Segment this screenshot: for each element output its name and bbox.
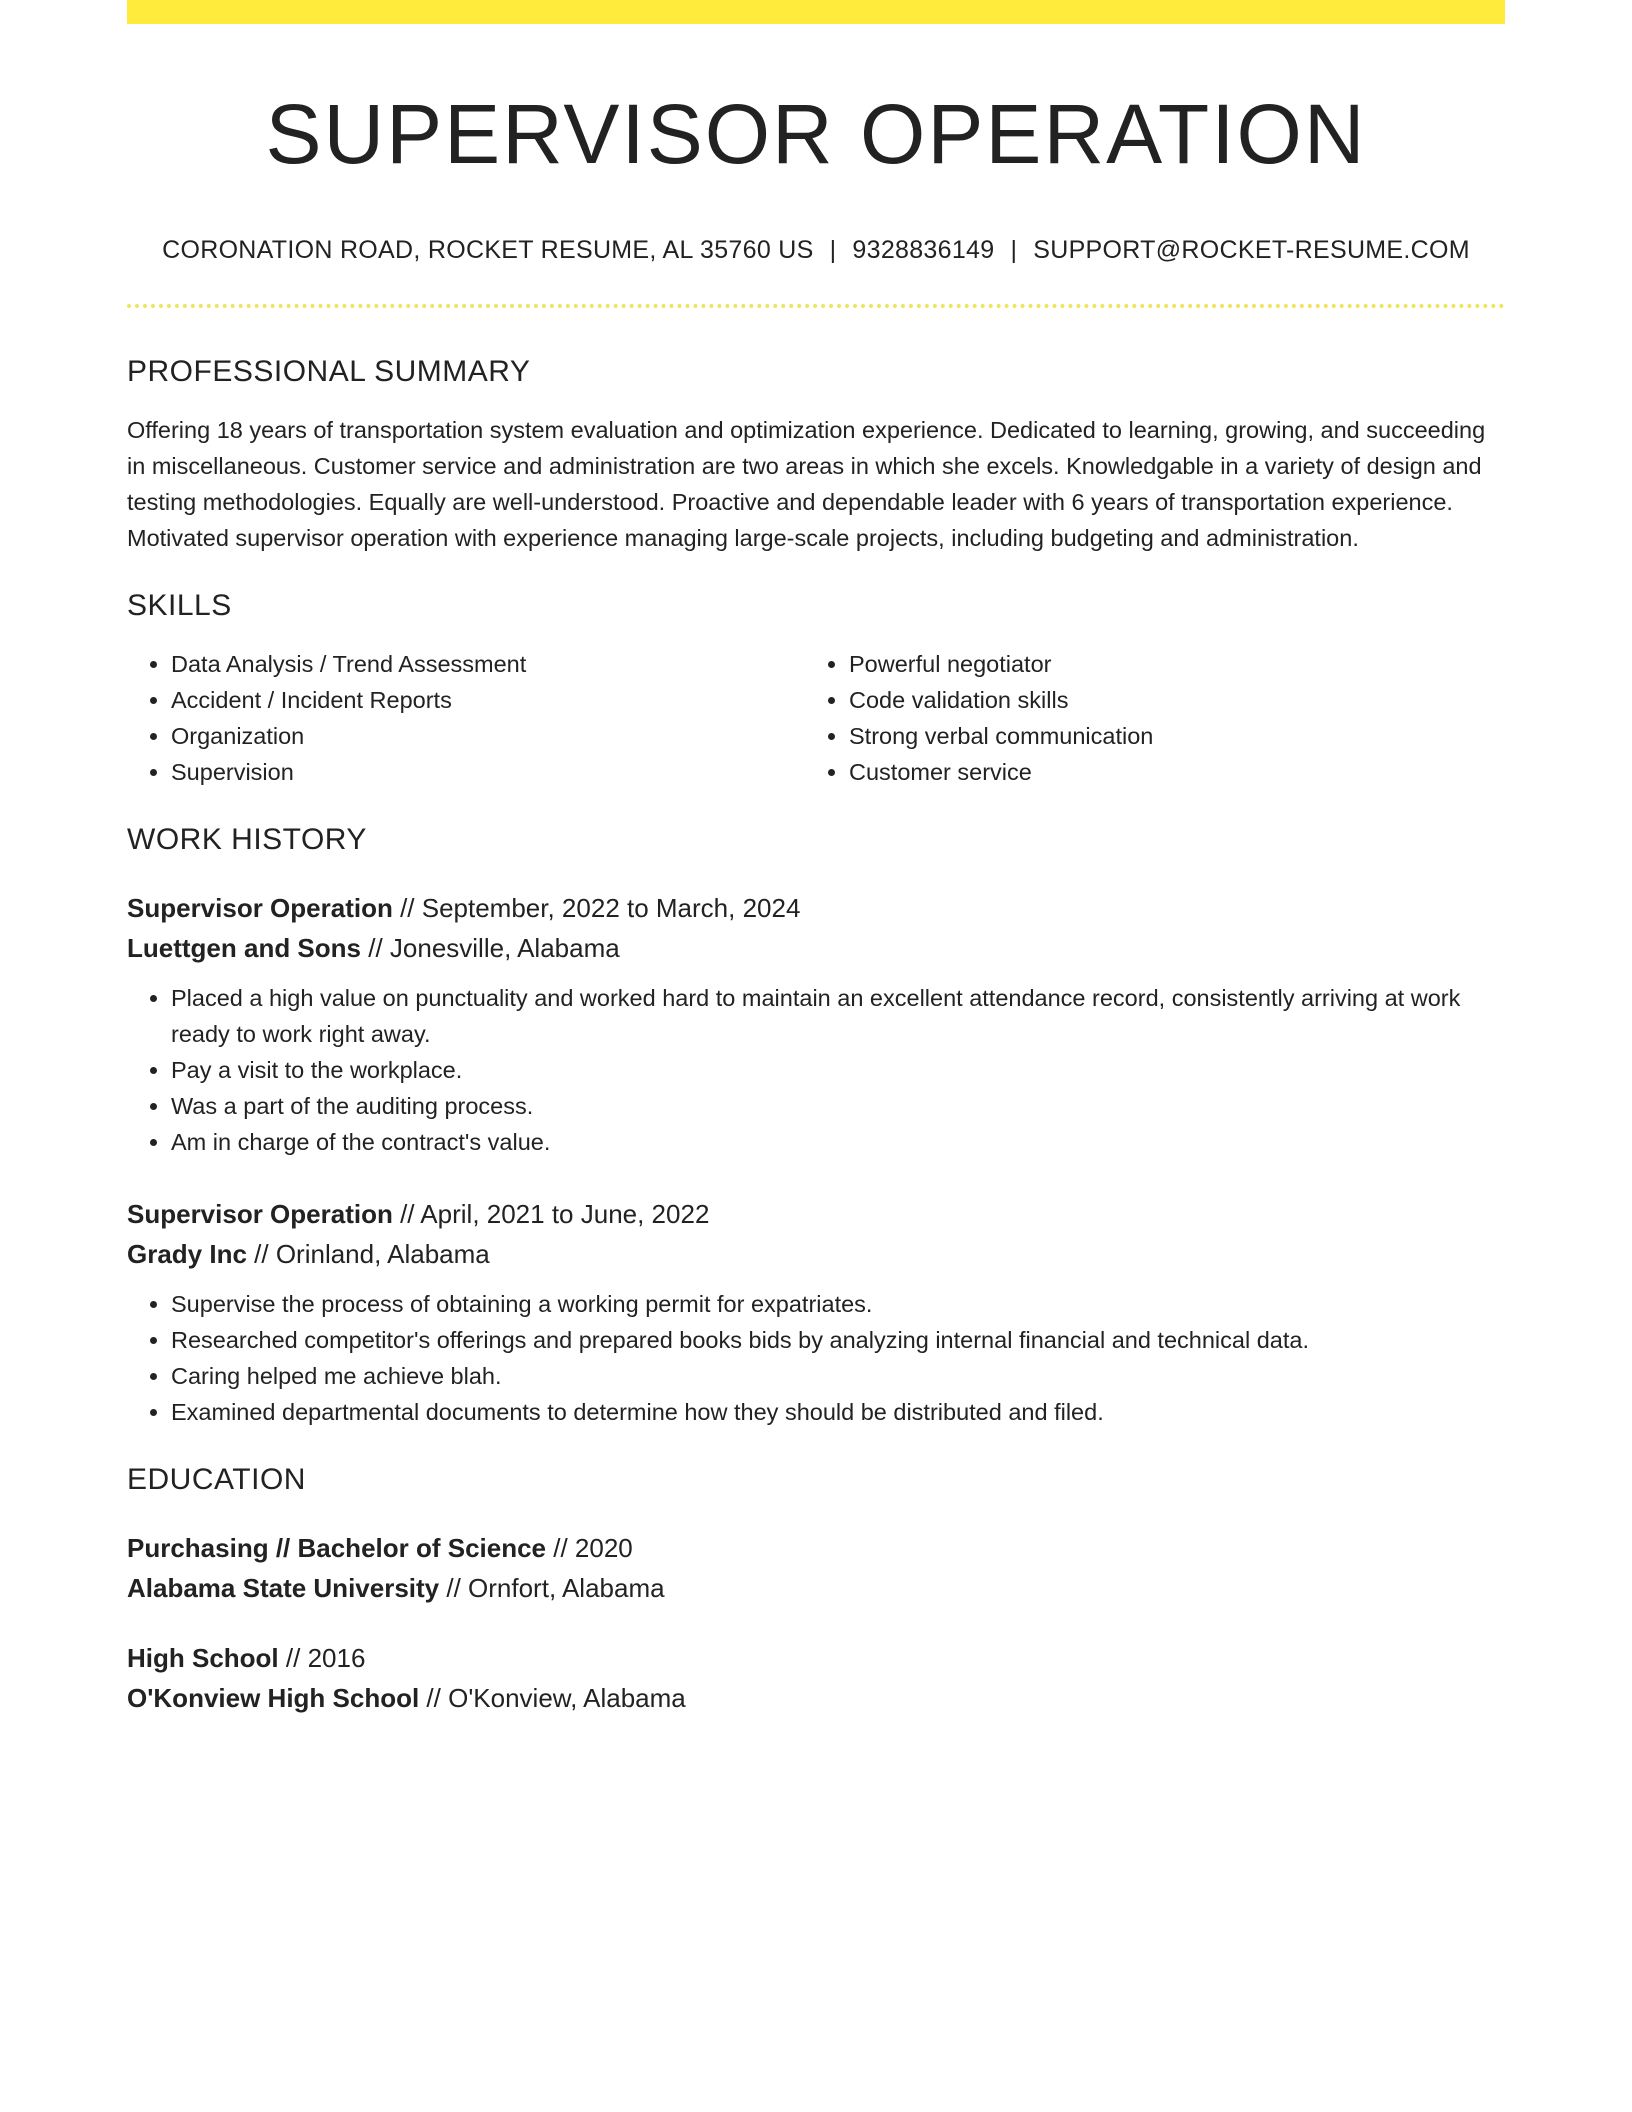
job-duty: • Placed a high value on punctuality and worked hard to maintain an excellent attendance record, consistently arriving at work ready to work right away. [171, 980, 1505, 1052]
job-company: Grady Inc [127, 1239, 247, 1269]
job-duty: • Was a part of the auditing process. [171, 1088, 1505, 1124]
education-year: // 2016 [278, 1643, 366, 1673]
job-duty: • Am in charge of the contract's value. [171, 1124, 1505, 1160]
dotted-divider [127, 304, 1505, 308]
skill-item: • Customer service [849, 754, 1483, 790]
job-duty: • Examined departmental documents to determine how they should be distributed and filed. [171, 1394, 1505, 1430]
job-role: Supervisor Operation [127, 893, 393, 923]
skill-item: • Organization [171, 718, 805, 754]
job-title-line [127, 888, 1505, 928]
education-year: // 2020 [546, 1533, 633, 1563]
contact-separator: | [829, 236, 837, 264]
job-entry [127, 1194, 1505, 1430]
skills-column-right [805, 646, 1483, 790]
education-entry [127, 1638, 1505, 1718]
job-company: Luettgen and Sons [127, 933, 361, 963]
job-duty: • Supervise the process of obtaining a working permit for expatriates. [171, 1286, 1505, 1322]
education-school: Alabama State University [127, 1573, 440, 1603]
job-entry [127, 888, 1505, 1160]
skills-list [127, 646, 1505, 790]
job-company-line [127, 1234, 1505, 1274]
work-history-heading: WORK HISTORY [127, 823, 367, 856]
education-school-line [127, 1568, 1505, 1608]
job-dates: // September, 2022 to March, 2024 [392, 893, 801, 923]
education-entry [127, 1528, 1505, 1608]
education-heading: EDUCATION [127, 1463, 306, 1496]
skill-item: • Strong verbal communication [849, 718, 1483, 754]
candidate-name: SUPERVISOR OPERATION [265, 87, 1367, 181]
job-dates: // April, 2021 to June, 2022 [392, 1199, 710, 1229]
education-location: // O'Konview, Alabama [419, 1683, 686, 1713]
job-location: // Orinland, Alabama [246, 1239, 490, 1269]
accent-bar [127, 0, 1505, 24]
summary-heading: PROFESSIONAL SUMMARY [127, 355, 531, 388]
job-location: // Jonesville, Alabama [361, 933, 620, 963]
skill-item: • Data Analysis / Trend Assessment [171, 646, 805, 682]
contact-address: CORONATION ROAD, ROCKET RESUME, AL 35760 US [162, 236, 814, 264]
job-duties [127, 980, 1505, 1160]
contact-line [127, 232, 1505, 268]
education-degree-line [127, 1528, 1505, 1568]
skill-item: • Accident / Incident Reports [171, 682, 805, 718]
summary-text: Offering 18 years of transportation system evaluation and optimization experience. Dedicated to learning, growing, and succeeding in miscellaneous. Customer service and administration are two areas in which she excels. Knowledgable in a variety of design and testing methodologies. Equally are well-understood. Proactive and dependable leader with 6 years of transportation experience. Motivated supervisor operation with experience managing large-scale projects, including budgeting and administration. [127, 417, 1486, 551]
job-duty: • Pay a visit to the workplace. [171, 1052, 1505, 1088]
contact-phone: 9328836149 [852, 236, 995, 264]
job-role: Supervisor Operation [127, 1199, 393, 1229]
education-degree: Purchasing // Bachelor of Science [127, 1533, 547, 1563]
job-title-line [127, 1194, 1505, 1234]
skill-item: • Supervision [171, 754, 805, 790]
contact-email: SUPPORT@ROCKET-RESUME.COM [1033, 236, 1470, 264]
skills-column-left [127, 646, 805, 790]
skill-item: • Code validation skills [849, 682, 1483, 718]
education-school-line [127, 1678, 1505, 1718]
education-degree-line [127, 1638, 1505, 1678]
resume-page [127, 0, 1505, 1718]
skill-item: • Powerful negotiator [849, 646, 1483, 682]
job-company-line [127, 928, 1505, 968]
job-duty: • Researched competitor's offerings and prepared books bids by analyzing internal financial and technical data. [171, 1322, 1505, 1358]
education-location: // Ornfort, Alabama [439, 1573, 665, 1603]
job-duties [127, 1286, 1505, 1430]
contact-separator: | [1010, 236, 1018, 264]
skills-heading: SKILLS [127, 589, 232, 622]
education-degree: High School [127, 1643, 279, 1673]
job-duty: • Caring helped me achieve blah. [171, 1358, 1505, 1394]
education-school: O'Konview High School [127, 1683, 420, 1713]
